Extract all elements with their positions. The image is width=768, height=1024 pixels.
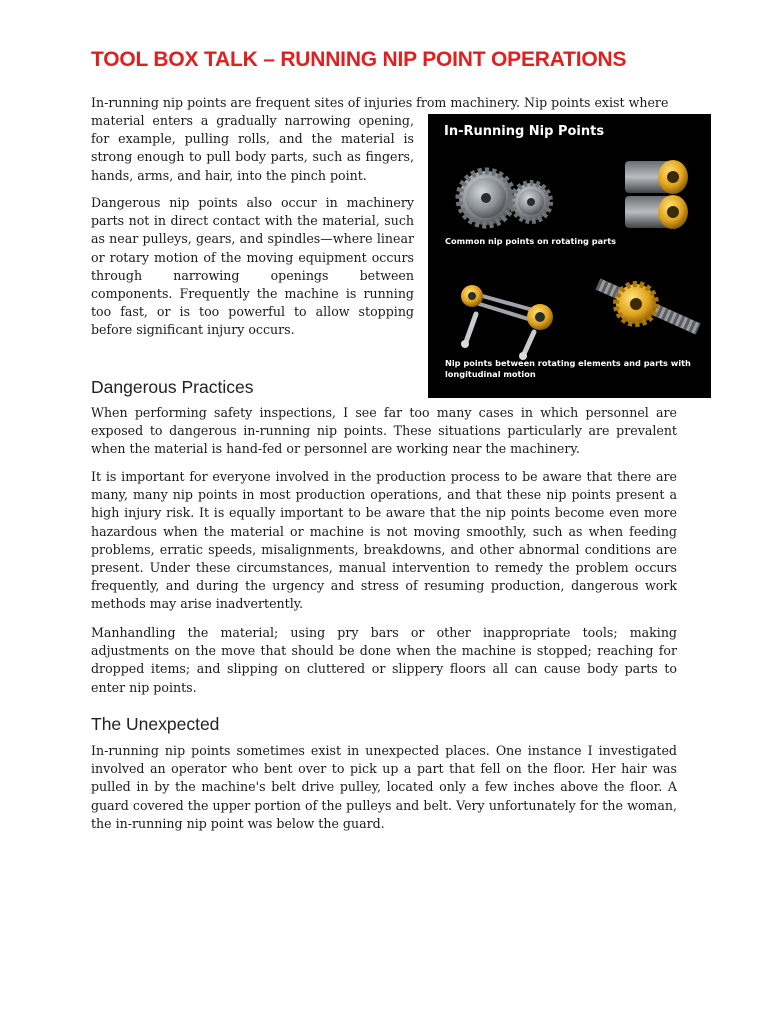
unexpected-paragraph: In-running nip points sometimes exist in unexpected places. One instance I investigated involved an operator who bent over to pick up a part that fell on the floor. Her hair was pulled in by the machine's belt drive pulley, located only a few inches above the floor. A guard covered the upper portion of the pulleys and belt. Very unfortunately for the woman, the in-running nip point was below the guard. [91, 743, 677, 831]
figure-title: In-Running Nip Points [444, 124, 605, 139]
pulling-rolls-icon [625, 160, 688, 229]
machinery-paragraph: Dangerous nip points also occur in machinery parts not in direct contact with the material, such as near pulleys, gears, and spindles—where linear or rotary motion of the moving equipment occurs through narrowing openings between components. Frequently the machine is running too fast, or is too powerful to allow stopping before significant injury occurs. [91, 195, 414, 338]
document-title: TOOL BOX TALK – RUNNING NIP POINT OPERATIONS [91, 48, 627, 71]
heading-dangerous-practices: Dangerous Practices [91, 377, 254, 397]
rack-pinion-icon [598, 284, 698, 329]
gear-small-icon [512, 183, 550, 221]
figure-caption-rotating: Common nip points on rotating parts [445, 236, 616, 246]
nip-points-figure [428, 114, 711, 398]
heading-the-unexpected: The Unexpected [91, 714, 220, 734]
intro-paragraph: material enters a gradually narrowing opening, for example, pulling rolls, and the material is strong enough to pull body parts, such as fingers, hands, arms, and hair, into the pinch point. [91, 113, 414, 183]
gear-large-icon [459, 171, 513, 225]
dangerous-practices-paragraph-3: Manhandling the material; using pry bars or other inappropriate tools; making adjustments on the move that should be done when the machine is stopped; reaching for dropped items; and slipping on cluttered or slippery floors all can cause body parts to enter nip points. [91, 625, 677, 695]
dangerous-practices-paragraph-1: When performing safety inspections, I see far too many cases in which personnel are exposed to dangerous in-running nip points. These situations particularly are prevalent when the material is hand-fed or personnel are working near the machinery. [91, 405, 677, 457]
nip-points-illustration [428, 114, 711, 398]
figure-caption-longitudinal: Nip points between rotating elements and parts with longitudinal motion [445, 358, 691, 379]
dangerous-practices-paragraph-2: It is important for everyone involved in the production process to be aware that there are many, many nip points in most production operations, and that these nip points present a high injury risk. It is equally important to be aware that the nip points become even more hazardous when the material or machine is not moving smoothly, such as when feeding problems, erratic speeds, misalignments, breakdowns, and other abnormal conditions are present. Under these circumstances, manual intervention to remedy the problem occurs frequently, and during the urgency and stress of resuming production, dangerous work methods may arise inadvertently. [91, 469, 677, 612]
belt-pulley-icon [461, 285, 553, 360]
intro-paragraph-first-line: In-running nip points are frequent sites of injuries from machinery. Nip points exist where [91, 95, 669, 110]
